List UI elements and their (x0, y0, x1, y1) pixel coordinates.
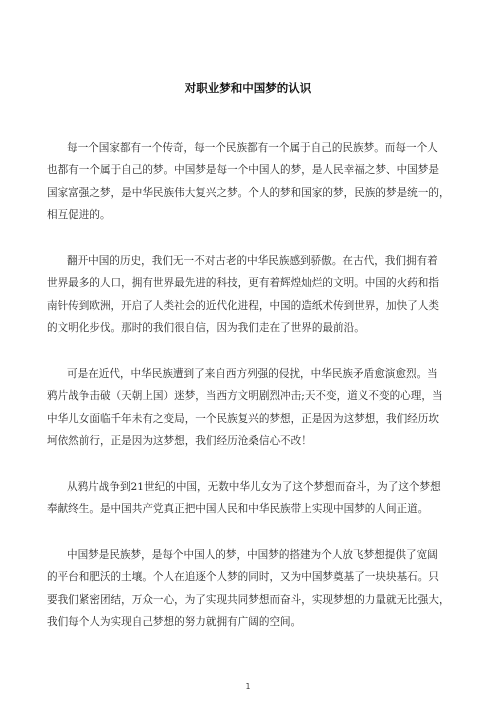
paragraph-line: 可是在近代，中华民族遭到了来自西方列强的侵扰，中华民族矛盾愈演愈烈。当 (67, 368, 438, 380)
paragraph-line: 鸦片战争击破（天朝上国）迷梦，当西方文明剧烈冲击;天不变，道义不变的心理，当 (47, 390, 443, 403)
paragraph-line: 翻开中国的历史，我们无一不对古老的中华民族感到骄傲。在古代，我们拥有着 (67, 255, 438, 267)
paragraph-line: 的文明化步伐。那时的我们很自信，因为我们走在了世界的最前沿。 (47, 321, 365, 334)
paragraph-line: 也都有一个属于自己的梦。中国梦是每一个中国人的梦，是人民幸福之梦、中国梦是 (47, 164, 439, 177)
paragraph-5 (47, 544, 451, 633)
paragraph-line: 的平台和肥沃的土壤。个人在追逐个人梦的同时，又为中国梦奠基了一块块基石。只 (47, 571, 439, 584)
paragraph-line: 从鸦片战争到21世纪的中国，无数中华儿女为了这个梦想而奋斗，为了这个梦想 (67, 481, 441, 493)
paragraph-line: 坷依然前行，正是因为这梦想，我们经历沧桑信心不改！ (47, 434, 312, 447)
paragraph-line: 中国梦是民族梦，是每个中国人的梦，中国梦的搭建为个人放飞梦想提供了宽阔 (67, 549, 438, 561)
paragraph-line: 相互促进的。 (47, 208, 111, 221)
paragraph-line: 奉献终生。是中国共产党真正把中国人民和中华民族带上实现中国梦的人间正道。 (47, 503, 429, 516)
paragraph-line: 我们每个人为实现自己梦想的努力就拥有广阔的空间。 (47, 615, 302, 628)
paragraph-line: 每一个国家都有一个传奇，每一个民族都有一个属于自己的民族梦。而每一个人 (67, 142, 438, 154)
paragraph-line: 南针传到欧洲，开启了人类社会的近代化进程，中国的造纸术传到世界，加快了人类 (47, 299, 439, 312)
paragraph-line: 中华儿女面临千年未有之变局，一个民族复兴的梦想，正是因为这梦想，我们经历坎 (47, 412, 439, 425)
page-number: 1 (245, 682, 251, 691)
paragraph-1 (47, 137, 451, 226)
paragraph-line: 国家富强之梦，是中华民族伟大复兴之梦。个人的梦和国家的梦，民族的梦是统一的， (47, 186, 450, 199)
paragraph-line: 要我们紧密团结，万众一心，为了实现共同梦想而奋斗，实现梦想的力量就无比强大， (47, 593, 450, 606)
paragraph-3 (47, 363, 451, 452)
paragraph-line: 世界最多的人口，拥有世界最先进的科技，更有着辉煌灿烂的文明。中国的火药和指 (47, 277, 439, 290)
document-title: 对职业梦和中国梦的认识 (184, 81, 312, 95)
paragraph-4 (47, 476, 451, 521)
paragraph-2 (47, 250, 451, 339)
